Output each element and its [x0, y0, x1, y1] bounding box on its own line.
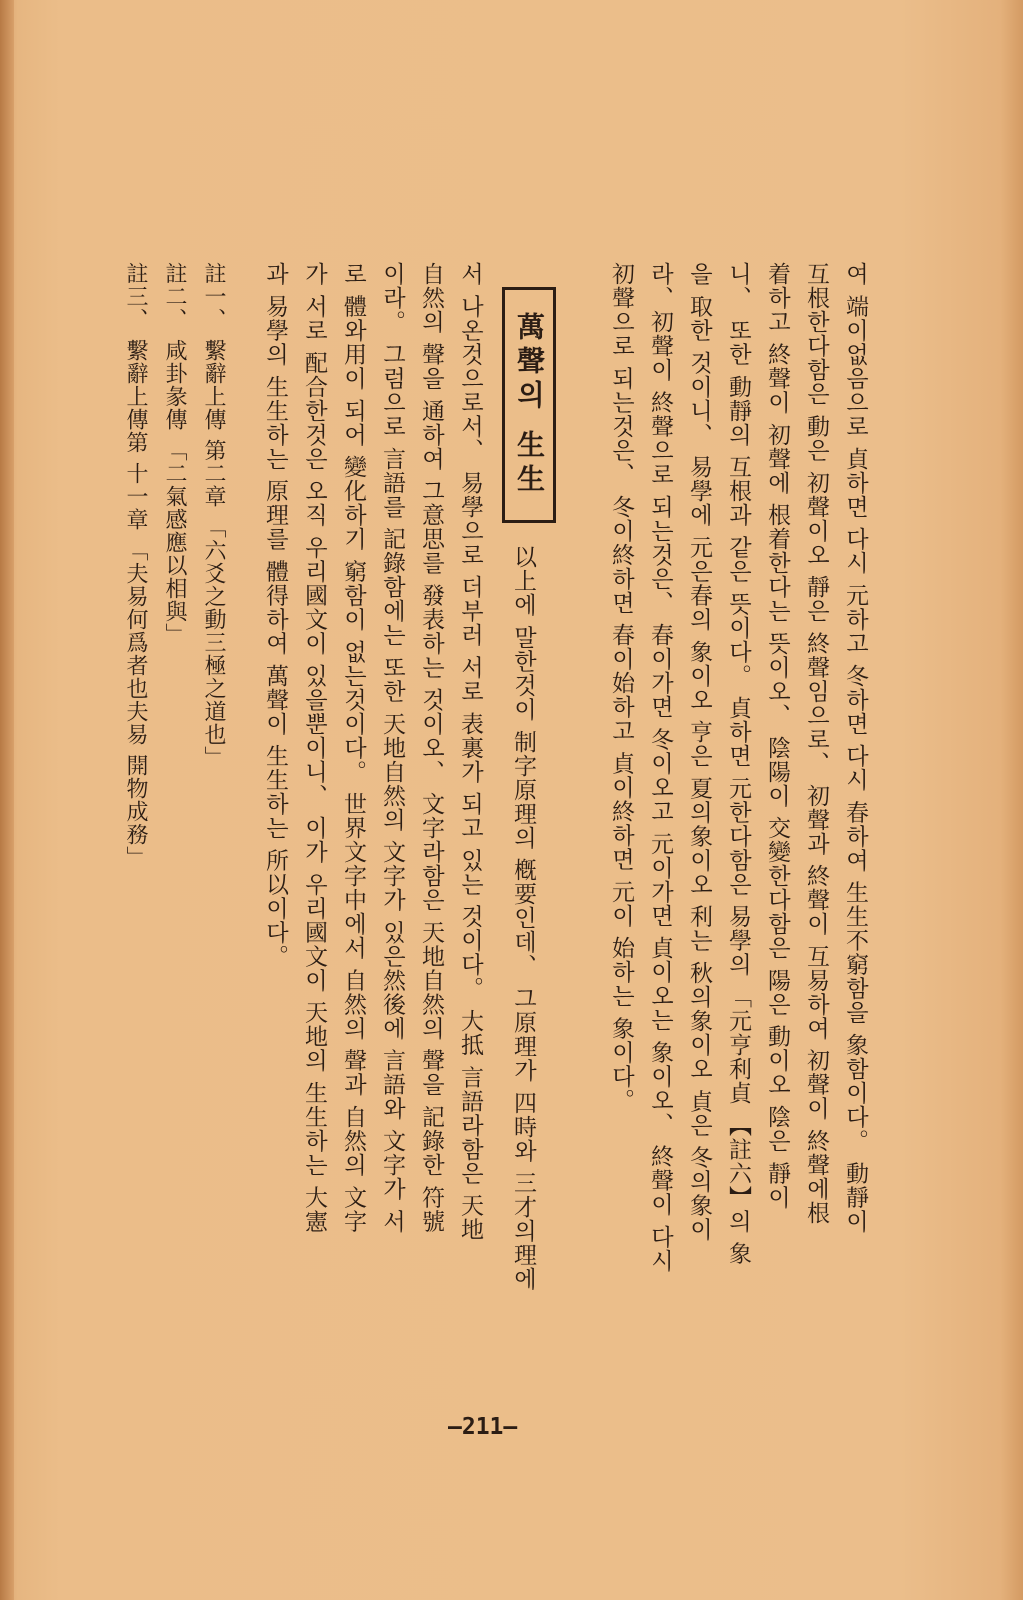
footnote: 註一、 繫辭上傳 第二章 「六爻之動三極之道也」: [201, 262, 226, 769]
body-line: 自然의 聲을 通하여 그意思를 發表하는 것이오、 文字라함은 天地自然의 聲을 記錄한 符號: [418, 262, 444, 1234]
page-binding-edge: [0, 0, 14, 1600]
body-line: 을 取한 것이니、 易學에 元은春의 象이오 亨은 夏의象이오 利는 秋의象이오 貞은 冬의象이: [686, 262, 712, 1242]
section-heading-box: [502, 287, 556, 523]
body-line: 以上에 말한것이 制字原理의 槪要인데、 그原理가 四時와 三才의理에: [510, 545, 536, 1291]
body-line: 니、 또한 動靜의 互根과 같은 뜻이다。 貞하면 元한다함은 易學의 「元亨利貞 【註六】의 象: [725, 262, 751, 1266]
body-line: 初聲으로 되는것은、 冬이終하면 春이始하고 貞이終하면 元이 始하는 象이다。: [608, 262, 634, 1113]
footnote: 註二、 咸卦彖傳 「二氣感應以相與」: [162, 262, 187, 646]
footnote: 註三、 繫辭上傳第 十一章 「夫易何爲者也夫易 開物成務」: [123, 262, 148, 869]
page-number: —211—: [448, 1414, 518, 1440]
body-line: 互根한다함은 動은 初聲이오 靜은 終聲임으로、 初聲과 終聲이 互易하여 初聲이 終聲에根: [803, 262, 829, 1225]
body-line: 着하고 終聲이 初聲에 根着한다는 뜻이오、 陰陽이 交變한다함은 陽은 動이오 陰은 靜이: [764, 262, 790, 1210]
body-line: 이라。 그럼으로 言語를 記錄함에는 또한 天地自然의 文字가 있은然後에 言語와 文字가 서: [379, 262, 405, 1234]
body-line: 과 易學의 生生하는 原理를 體得하여 萬聲이 生生하는 所以이다。: [262, 262, 288, 969]
body-line: 여 端이없음으로 貞하면 다시 元하고 冬하면 다시 春하여 生生不窮함을 象함이다。 動靜이: [842, 262, 868, 1234]
body-line: 로 體와用이 되어 變化하기 窮함이 없는것이다。 世界文字中에서 自然의 聲과 自然의 文字: [340, 262, 366, 1234]
body-line: 가 서로 配合한것은 오직 우리國文이 있을뿐이니、 이가 우리國文이 天地의 生生하는 大憲: [301, 262, 327, 1234]
section-heading: 萬聲의 生生: [513, 312, 546, 498]
body-line: 라、初聲이 終聲으로 되는것은、 春이가면 冬이오고 元이가면 貞이오는 象이오、 終聲이 다시: [647, 262, 673, 1273]
body-line: 서 나온것으로서、 易學으로 더부러 서로 表裏가 되고 있는 것이다。 大抵 言語라함은 天地: [457, 262, 483, 1242]
